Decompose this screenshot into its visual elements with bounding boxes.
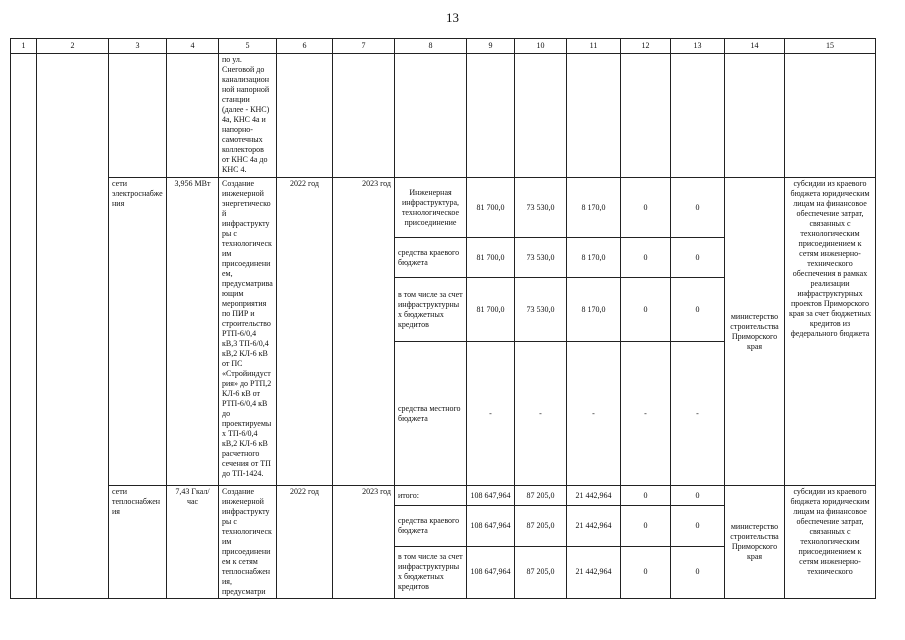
value-total: - — [467, 342, 515, 486]
value-2024: 0 — [621, 486, 671, 506]
value-2025: 0 — [671, 178, 725, 238]
capacity: 7,43 Гкал/час — [167, 486, 219, 599]
value-2025: 0 — [671, 238, 725, 278]
value-2022: 87 205,0 — [515, 506, 567, 546]
value-2025: 0 — [671, 506, 725, 546]
value-total: 108 647,964 — [467, 506, 515, 546]
start-year: 2022 год — [277, 486, 333, 599]
value-total: 81 700,0 — [467, 178, 515, 238]
table-row — [11, 54, 876, 178]
page-number: 13 — [446, 10, 459, 25]
value-2024: 0 — [621, 506, 671, 546]
col-header: 11 — [567, 39, 621, 54]
col-header: 14 — [725, 39, 785, 54]
cell-col2 — [37, 54, 109, 599]
value-2025: 0 — [671, 278, 725, 342]
col-header: 6 — [277, 39, 333, 54]
funding-label: в том числе за счет инфраструктурных бюджетных кредитов — [395, 278, 467, 342]
col-header: 13 — [671, 39, 725, 54]
value-total: 81 700,0 — [467, 278, 515, 342]
funding-label: средства местного бюджета — [395, 342, 467, 486]
object-description: Создание инженерной энергетической инфраструктуры с технологическим присоединением, предусматривающим мероприятия по ПИР и строительство РТП-6/0,4 кВ,3 ТП-6/0,4 кВ,2 КЛ-6 кВ от ПС «Стройиндустрия» до РТП,2 КЛ-6 кВ от РТП-6/0,4 кВ до проектируемых ТП-6/0,4 кВ,2 КЛ-6 кВ расчетного сечения от ТП до ТП-1424. — [219, 178, 277, 486]
value-2024: 0 — [621, 178, 671, 238]
funding-source: субсидии из краевого бюджета юридическим лицам на финансовое обеспечение затрат, связанных с технологическим присоединением к сетям инженерно-технического — [785, 486, 876, 599]
value-2025: 0 — [671, 546, 725, 598]
col-header: 5 — [219, 39, 277, 54]
capacity: 3,956 МВт — [167, 178, 219, 486]
col-header: 3 — [109, 39, 167, 54]
value-2023: 8 170,0 — [567, 238, 621, 278]
value-2022: 73 530,0 — [515, 278, 567, 342]
col-header: 4 — [167, 39, 219, 54]
value-total: 108 647,964 — [467, 546, 515, 598]
value-2025: 0 — [671, 486, 725, 506]
value-2022: 87 205,0 — [515, 546, 567, 598]
value-2024: 0 — [621, 238, 671, 278]
funding-source: субсидии из краевого бюджета юридическим лицам на финансовое обеспечение затрат, связанных с технологическим присоединением к сетям инженерно-технического обеспечения в рамках реализации инфраструктурных проектов Приморского края за счет бюджетных кредитов из федерального бюджета — [785, 178, 876, 486]
cell-col1 — [11, 54, 37, 599]
value-2025: - — [671, 342, 725, 486]
object-description: по ул. Снеговой до канализационной напорной станции (далее - КНС) 4а, КНС 4а и напорно-самотечных коллекторов от КНС 4а до КНС 4. — [219, 54, 277, 178]
object-description: Создание инженерной инфраструктуры с технологическим присоединением к сетям теплоснабжения, предусматри — [219, 486, 277, 599]
funding-label: Инженерная инфраструктура, технологическое присоединение — [395, 178, 467, 238]
value-2023: 21 442,964 — [567, 506, 621, 546]
end-year: 2023 год — [333, 178, 395, 486]
table-row — [11, 178, 876, 238]
value-2022: 87 205,0 — [515, 486, 567, 506]
network-type: сети электроснабжения — [109, 178, 167, 486]
value-2023: 8 170,0 — [567, 278, 621, 342]
col-header: 9 — [467, 39, 515, 54]
responsible-executor: министерство строительства Приморского края — [725, 178, 785, 486]
value-2024: 0 — [621, 546, 671, 598]
value-2024: 0 — [621, 278, 671, 342]
col-header: 12 — [621, 39, 671, 54]
value-total: 108 647,964 — [467, 486, 515, 506]
column-number-row — [11, 39, 876, 54]
table-row — [11, 486, 876, 506]
value-2024: - — [621, 342, 671, 486]
value-2022: 73 530,0 — [515, 178, 567, 238]
col-header: 1 — [11, 39, 37, 54]
value-2023: 21 442,964 — [567, 546, 621, 598]
value-2022: - — [515, 342, 567, 486]
value-2023: - — [567, 342, 621, 486]
col-header: 15 — [785, 39, 876, 54]
funding-label: средства краевого бюджета — [395, 238, 467, 278]
col-header: 8 — [395, 39, 467, 54]
col-header: 10 — [515, 39, 567, 54]
value-2022: 73 530,0 — [515, 238, 567, 278]
col-header: 7 — [333, 39, 395, 54]
funding-label: в том числе за счет инфраструктурных бюджетных кредитов — [395, 546, 467, 598]
network-type: сети теплоснабжения — [109, 486, 167, 599]
value-total: 81 700,0 — [467, 238, 515, 278]
end-year: 2023 год — [333, 486, 395, 599]
value-2023: 8 170,0 — [567, 178, 621, 238]
responsible-executor: министерство строительства Приморского края — [725, 486, 785, 599]
funding-label: средства краевого бюджета — [395, 506, 467, 546]
value-2023: 21 442,964 — [567, 486, 621, 506]
col-header: 2 — [37, 39, 109, 54]
funding-label: итого: — [395, 486, 467, 506]
program-table — [10, 38, 876, 599]
start-year: 2022 год — [277, 178, 333, 486]
